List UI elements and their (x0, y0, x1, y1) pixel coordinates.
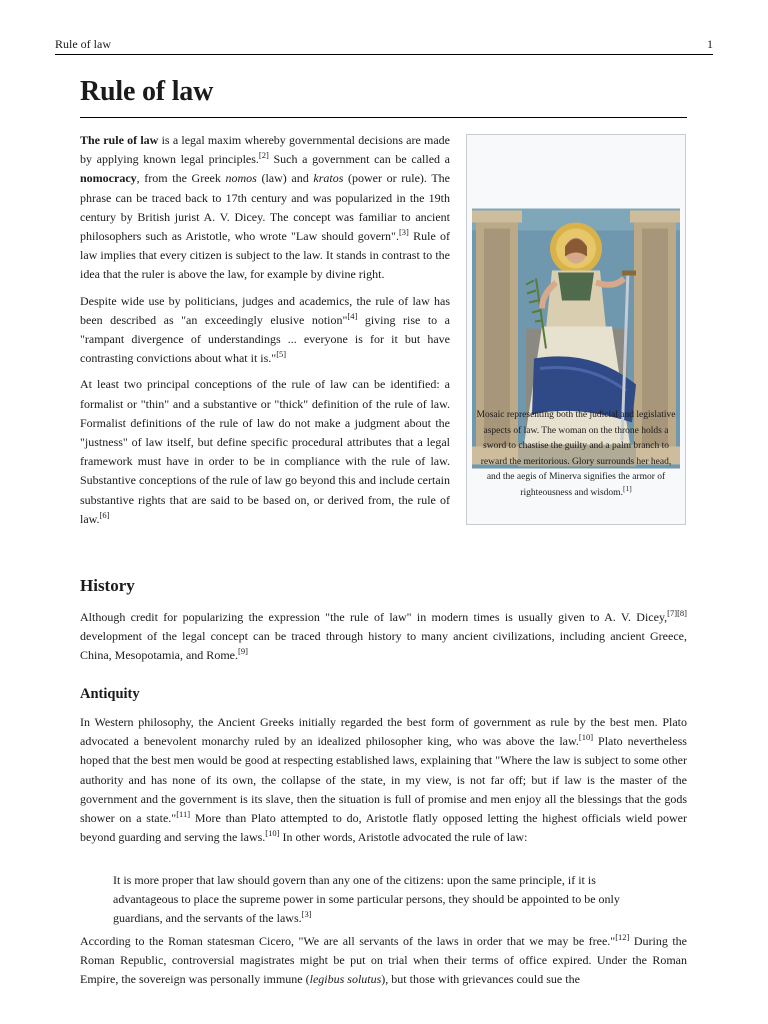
citation-ref[interactable]: [5] (276, 349, 287, 360)
citation-ref[interactable]: [3] (301, 909, 312, 920)
antiquity-paragraph-2: According to the Roman statesman Cicero, "We are all servants of the laws in order that we may be free."[12] During the Roman Republic, controversial magistrates might be put on trial when their terms of office expired. Under the Roman Empire, the sovereign was personally immune (legibus solutus), but those with grievances could sue the (80, 932, 687, 987)
figure-caption: Mosaic representing both the judicial and legislative aspects of law. The woman on the throne holds a sword to chastise the guilty and a palm branch to reward the meritorious. Glory surrounds her head, and the aegis of Minerva signifies the armor of righteousness and wisdom.[1] (476, 410, 676, 498)
citation-ref[interactable]: [1] (622, 483, 632, 493)
citation-ref[interactable]: [4] (347, 310, 358, 321)
antiquity-paragraph-1: In Western philosophy, the Ancient Greeks initially regarded the best form of government as rule by the best men. Plato advocated a benevolent monarchy ruled by an idealized philosopher king, who was above the law.[10] Plato nevertheless hoped that the best men would be good at respecting established laws, explaining that "Where the law is subject to some other authority and has none of its own, the collapse of the state, in my view, is not far off; but if law is the master of the government and the government is its slave, then the situation is full of promise and men enjoy all the blessings that the gods shower on a state."[11] More than Plato attempted to do, Aristotle flatly opposed letting the highest officials wield power beyond guarding and serving the laws.[10] In other words, Aristotle advocated the rule of law: (80, 715, 688, 845)
figure-thumbnail (466, 134, 686, 525)
history-paragraph: Although credit for popularizing the expression "the rule of law" in modern times is usually given to A. V. Dicey,[7][8] development of the legal concept can be traced through history to many ancient civilizations, including ancient Greece, China, Mesopotamia, and Rome.[9] (80, 608, 687, 663)
bold-term: nomocracy (80, 171, 137, 186)
section-heading-history: History (80, 576, 135, 595)
citation-ref[interactable]: [9] (237, 646, 248, 657)
greek-term: kratos (313, 171, 344, 186)
citation-ref[interactable]: [7][8] (667, 608, 687, 618)
citation-ref[interactable]: [2] (258, 150, 269, 161)
aristotle-quote: It is more proper that law should govern than any one of the citizens: upon the same principle, if it is advantageous to place the supreme power in some particular persons, they should be appointed to be only guardians, and the servants of the laws.[3] (113, 873, 620, 926)
section-heading-antiquity: Antiquity (80, 686, 140, 702)
bold-term: The rule of law (80, 133, 159, 147)
citation-ref[interactable]: [10] (578, 732, 594, 743)
history-section (80, 608, 687, 672)
citation-ref[interactable]: [3] (398, 227, 409, 238)
latin-term: legibus solutus (309, 972, 382, 987)
antiquity-section (80, 713, 687, 853)
citation-ref[interactable]: [6] (99, 509, 110, 520)
lead-section (80, 131, 450, 536)
running-title: Rule of law (55, 37, 111, 51)
lead-paragraph-2: Despite wide use by politicians, judges and academics, the rule of law has been described as "an exceedingly elusive notion"[4] giving rise to a "rampant divergence of understandings ... everyone is for it but have contrasting convictions about what it is."[5] (80, 293, 450, 366)
citation-ref[interactable]: [12] (615, 932, 630, 942)
lead-paragraph-3: At least two principal conceptions of the rule of law can be identified: a formalist or "thin" and a substantive or "thick" definition of the rule of law. Formalist definitions of the rule of law do not make a judgment about the "justness" of law itself, but define specific procedural attributes that a legal framework must have in order to be in compliance with the rule of law. Substantive conceptions of the rule of law go beyond this and include certain substantive rights that are said to be based on, or derived from, the rule of law.[6] (80, 377, 450, 526)
greek-term: nomos (225, 171, 257, 186)
lead-paragraph-1: The rule of law is a legal maxim whereby governmental decisions are made by applying known legal principles.[2] Such a government can be called a nomocracy, from the Greek nomos (law) and kratos (power or rule). The phrase can be traced back to 17th century and was popularized in the 19th century by British jurist A. V. Dicey. The concept was familiar to ancient philosophers such as Aristotle, who wrote "Law should govern".[3] Rule of law implies that every citizen is subject to the law. It stands in contrast to the idea that the ruler is above the law, for example by divine right. (80, 133, 451, 282)
page-number: 1 (707, 37, 713, 51)
citation-ref[interactable]: [11] (176, 809, 191, 820)
antiquity-section-continued (80, 932, 687, 996)
citation-ref[interactable]: [10] (265, 828, 280, 839)
running-header (55, 37, 713, 55)
page-title: Rule of law (80, 76, 214, 107)
title-divider (80, 117, 687, 118)
